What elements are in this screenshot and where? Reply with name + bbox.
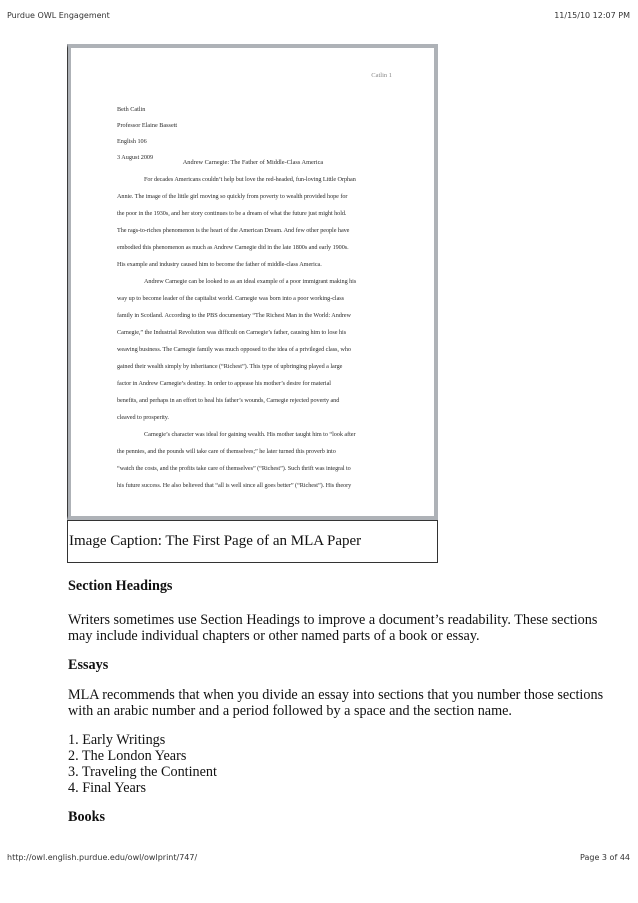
books-title: Books xyxy=(68,809,106,825)
article-content xyxy=(68,578,608,825)
paper-line: For decades Americans couldn’t help but love the red-headed, fun-loving Little Orphan xyxy=(144,176,356,183)
paper-line: family in Scotland. According to the PBS documentary “The Richest Man in the World: Andrew xyxy=(117,312,351,319)
paper-line: His example and industry caused him to become the father of middle-class America. xyxy=(117,261,322,268)
paper-line: benefits, and perhaps in an effort to heal his father’s wounds, Carnegie rejected poverty and xyxy=(117,397,340,404)
paper-line: The rags-to-riches phenomenon is the heart of the American Dream. And few other people have xyxy=(117,227,350,234)
paper-line: the poor in the 1930s, and her story continues to be a dream of what the future just might hold. xyxy=(117,210,347,217)
image-caption-box xyxy=(67,520,438,563)
author-name: Beth Catlin xyxy=(117,106,146,113)
paper-line: Carnegie,” the Industrial Revolution was difficult on Carnegie’s father, causing him to lose his xyxy=(117,329,347,336)
list-item: 4. Final Years xyxy=(68,780,147,796)
paper-line: Andrew Carnegie can be looked to as an ideal example of a poor immigrant making his xyxy=(144,278,357,285)
list-item: 2. The London Years xyxy=(68,748,187,764)
paper-line: Carnegie’s character was ideal for gaining wealth. His mother taught him to “look after xyxy=(144,431,356,438)
paper-line: gained their wealth simply by inheritance (“Richest”). This type of upbringing played a large xyxy=(117,363,343,370)
page-url: http://owl.english.purdue.edu/owl/owlprint/747/ xyxy=(7,853,198,862)
essays-title: Essays xyxy=(68,657,109,673)
list-item: 1. Early Writings xyxy=(68,732,166,748)
image-caption: Image Caption: The First Page of an MLA Paper xyxy=(69,533,362,549)
paper-line: Annie. The image of the little girl moving so quickly from poverty to wealth provided hope for xyxy=(117,193,348,200)
site-title: Purdue OWL Engagement xyxy=(7,11,110,20)
section-headings-title: Section Headings xyxy=(68,578,173,594)
list-item: 3. Traveling the Continent xyxy=(68,764,217,780)
instructor-name: Professor Elaine Bassett xyxy=(117,122,178,129)
paper-line: way up to become leader of the capitalist world. Carnegie was born into a poor working-class xyxy=(117,295,345,302)
mla-paper-page xyxy=(72,48,434,516)
essays-body: MLA recommends that when you divide an essay into sections that you number those sections with an arabic number and a period followed by a space and the section name. xyxy=(68,687,604,719)
paper-title: Andrew Carnegie: The Father of Middle-Class America xyxy=(182,159,324,166)
essay-sections-list xyxy=(68,732,608,796)
page-indicator: Page 3 of 44 xyxy=(580,853,630,862)
paper-line: embodied this phenomenon as much as Andrew Carnegie did in the late 1800s and early 1900s. xyxy=(117,244,349,251)
running-head: Catlin 1 xyxy=(371,72,392,79)
paper-line: weaving business. The Carnegie family was much opposed to the idea of a privileged class, who xyxy=(117,346,351,353)
paper-line: “watch the costs, and the profits take care of themselves” (“Richest”). Such thrift was integral to xyxy=(117,465,351,472)
paper-line: factor in Andrew Carnegie’s destiny. In order to appease his mother’s desire for material xyxy=(117,380,331,387)
section-headings-body: Writers sometimes use Section Headings to improve a document’s readability. These sections may include individual chapters or other named parts of a book or essay. xyxy=(68,612,598,644)
paper-line: his future success. He also believed that “all is well since all goes better” (“Richest”). His theory xyxy=(117,482,352,489)
course-name: English 106 xyxy=(117,138,147,145)
paper-line: the pennies, and the pounds will take care of themselves;” he later turned this proverb into xyxy=(117,448,336,455)
paper-date: 3 August 2009 xyxy=(117,154,154,161)
print-timestamp: 11/15/10 12:07 PM xyxy=(554,11,630,20)
mla-figure xyxy=(67,44,438,563)
mla-paper-image xyxy=(67,44,438,520)
paper-line: cleaved to prosperity. xyxy=(117,414,169,421)
